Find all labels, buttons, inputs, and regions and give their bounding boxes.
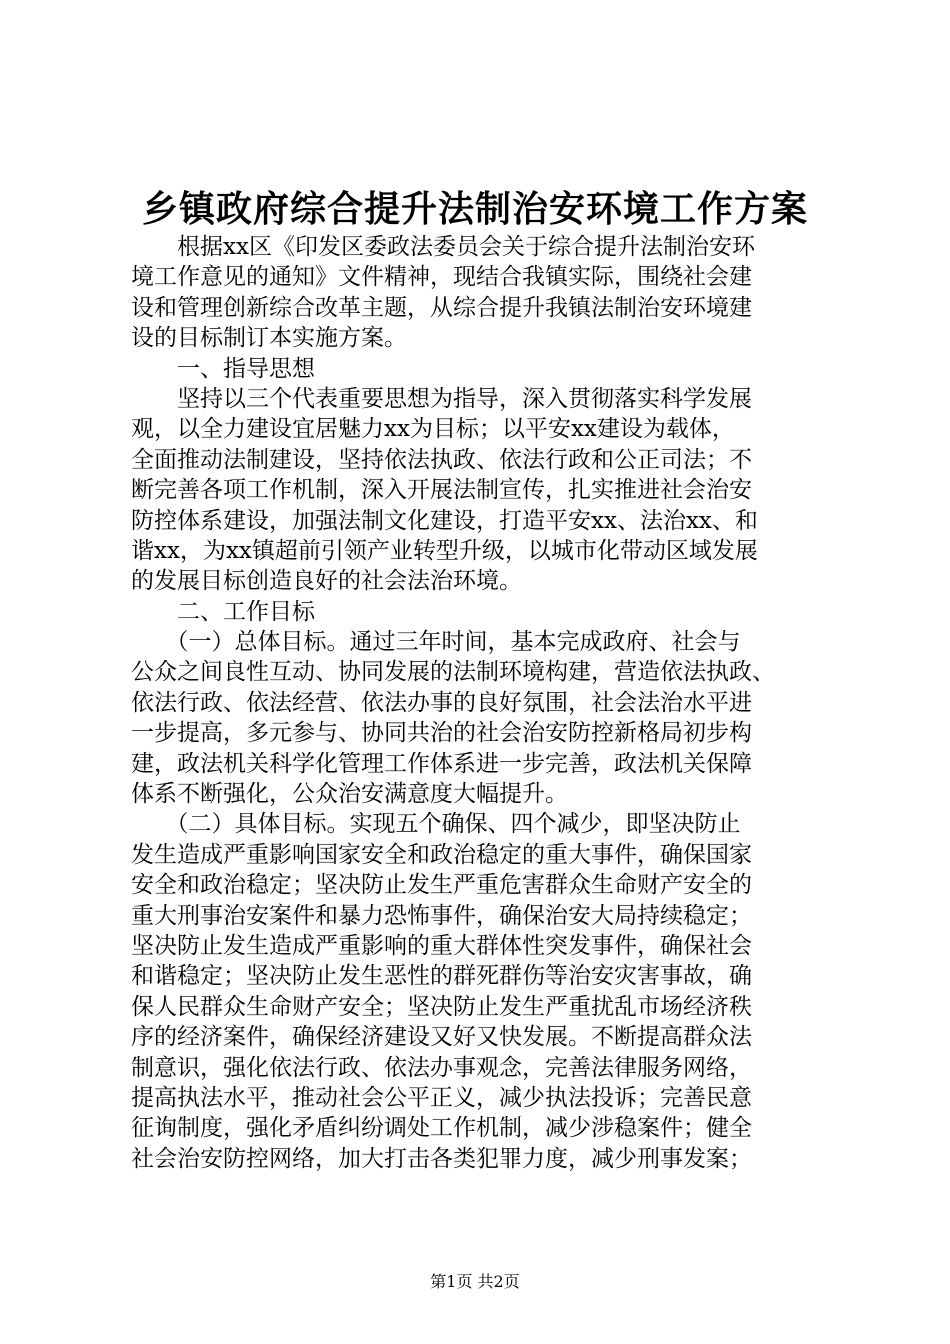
- body-line: 社会治安防控网络，加大打击各类犯罪力度，减少刑事发案；: [131, 1145, 752, 1172]
- body-line: 公众之间良性互动、协同发展的法制环境构建，营造依法执政、: [131, 659, 775, 686]
- body-line: 一步提高，多元参与、协同共治的社会治安防控新格局初步构: [131, 720, 752, 747]
- body-line: 发生造成严重影响国家安全和政治稳定的重大事件，确保国家: [131, 841, 752, 868]
- body-line: 谐xx，为xx镇超前引领产业转型升级，以城市化带动区域发展: [131, 537, 758, 564]
- document-title: 乡镇政府综合提升法制治安环境工作方案: [141, 188, 808, 230]
- body-line: 断完善各项工作机制，深入开展法制宣传，扎实推进社会治安: [131, 477, 752, 504]
- body-line: 设的目标制订本实施方案。: [131, 325, 407, 352]
- section-heading: 一、指导思想: [131, 355, 315, 382]
- body-line: 制意识，强化依法行政、依法办事观念，完善法律服务网络，: [131, 1054, 752, 1081]
- body-line: 防控体系建设，加强法制文化建设，打造平安xx、法治xx、和: [131, 507, 758, 534]
- body-line: 根据xx区《印发区委政法委员会关于综合提升法制治安环: [131, 234, 755, 260]
- body-line: 的发展目标创造良好的社会法治环境。: [131, 568, 522, 595]
- page-number-footer: 第1页 共2页: [430, 1272, 520, 1291]
- body-line: 观，以全力建设宜居魅力xx为目标；以平安xx建设为载体，: [131, 416, 735, 443]
- body-line: 征询制度，强化矛盾纠纷调处工作机制，减少涉稳案件；健全: [131, 1115, 752, 1142]
- body-line: 境工作意见的通知》文件精神，现结合我镇实际，围绕社会建: [131, 264, 752, 291]
- body-line: （一）总体目标。通过三年时间，基本完成政府、社会与: [131, 629, 741, 656]
- body-line: 坚持以三个代表重要思想为指导，深入贯彻落实科学发展: [131, 385, 752, 412]
- body-line: 安全和政治稳定；坚决防止发生严重危害群众生命财产安全的: [131, 872, 752, 899]
- body-line: （二）具体目标。实现五个确保、四个减少，即坚决防止: [131, 811, 741, 838]
- body-line: 重大刑事治安案件和暴力恐怖事件，确保治安大局持续稳定；: [131, 902, 752, 929]
- body-line: 设和管理创新综合改革主题，从综合提升我镇法制治安环境建: [131, 294, 752, 321]
- body-line: 建，政法机关科学化管理工作体系进一步完善，政法机关保障: [131, 750, 752, 777]
- body-line: 保人民群众生命财产安全；坚决防止发生严重扰乱市场经济秩: [131, 993, 752, 1020]
- body-line: 坚决防止发生造成严重影响的重大群体性突发事件，确保社会: [131, 932, 752, 959]
- body-line: 序的经济案件，确保经济建设又好又快发展。不断提高群众法: [131, 1024, 752, 1051]
- body-line: 提高执法水平，推动社会公平正义，减少执法投诉；完善民意: [131, 1084, 752, 1111]
- document-body: [131, 232, 835, 1174]
- section-heading: 二、工作目标: [131, 598, 315, 625]
- body-line: 体系不断强化，公众治安满意度大幅提升。: [131, 781, 568, 808]
- body-line: 依法行政、依法经营、依法办事的良好氛围，社会法治水平进: [131, 689, 752, 716]
- body-line: 和谐稳定；坚决防止发生恶性的群死群伤等治安灾害事故，确: [131, 963, 752, 990]
- body-line: 全面推动法制建设，坚持依法执政、依法行政和公正司法；不: [131, 446, 752, 473]
